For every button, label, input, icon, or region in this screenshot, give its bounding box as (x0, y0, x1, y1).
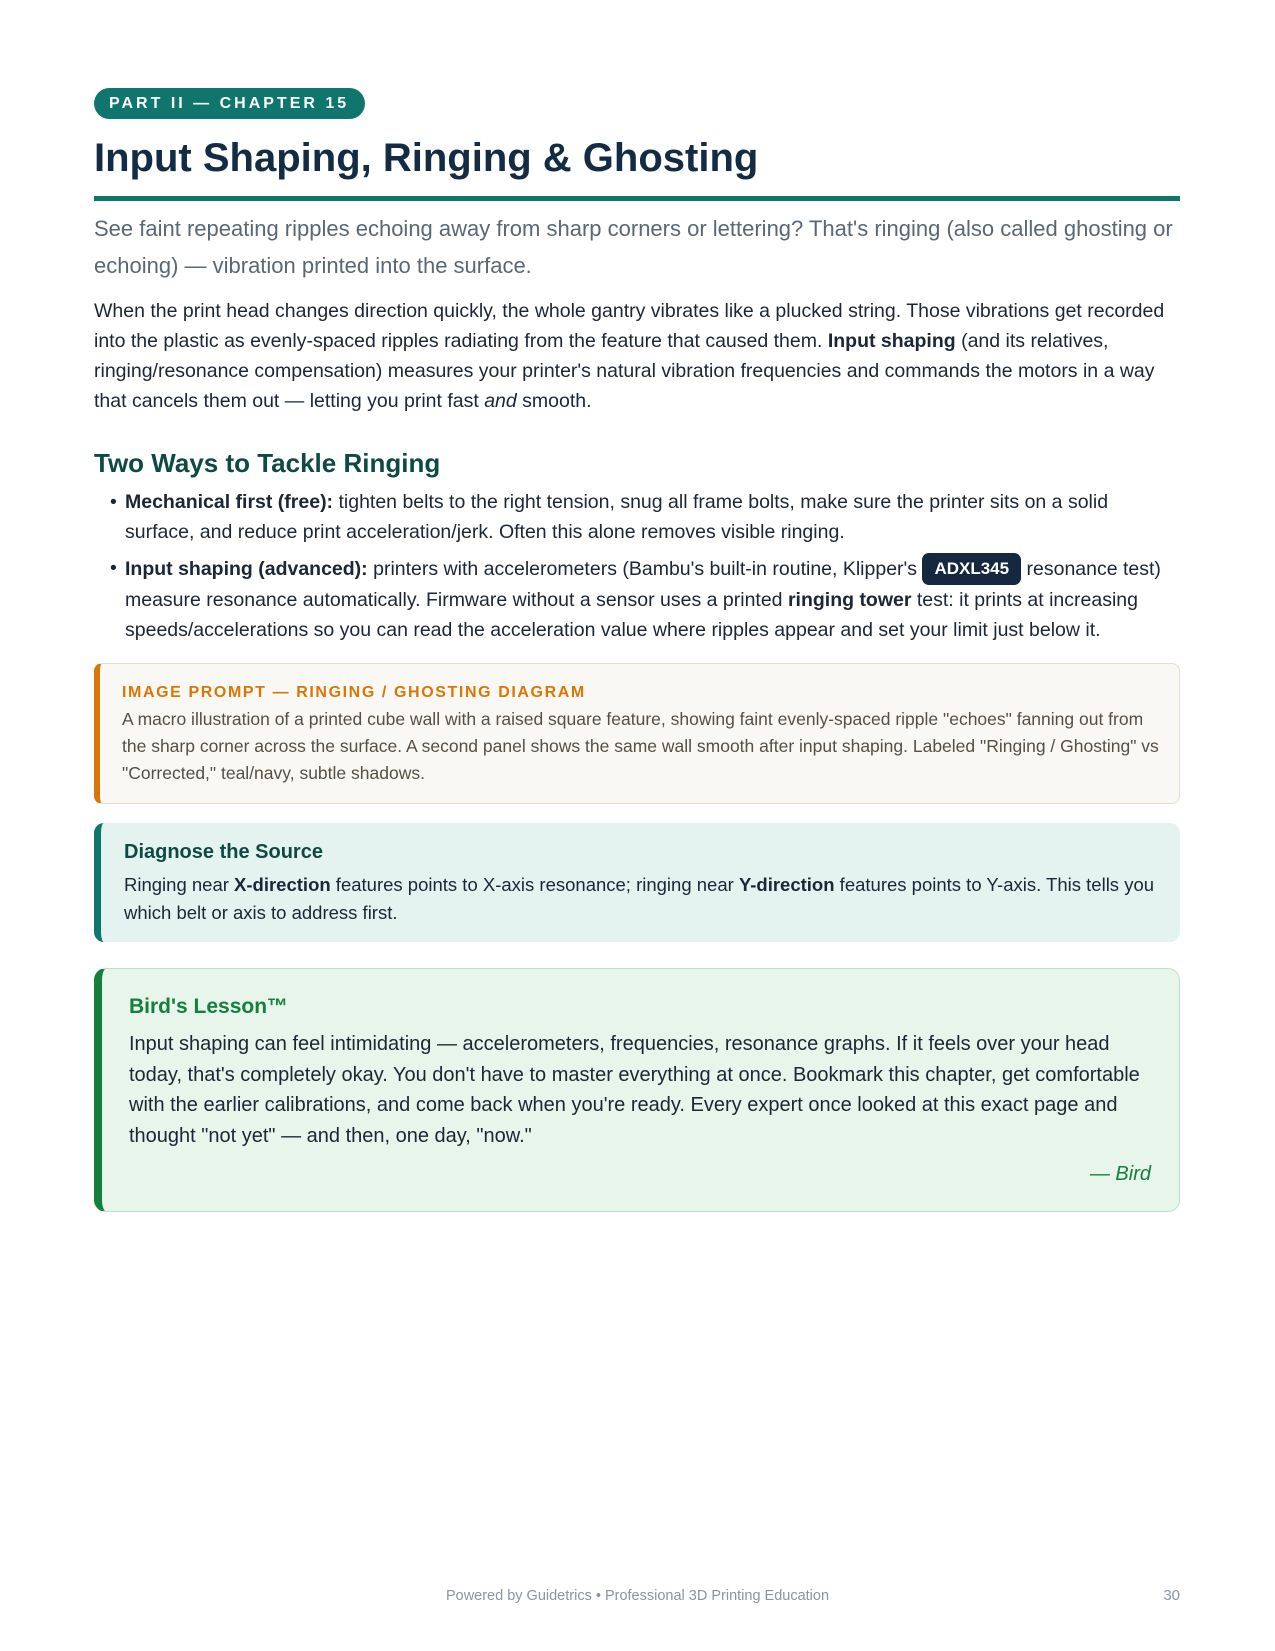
diagnose-text-2: features points to X-axis resonance; ringing near (330, 874, 739, 895)
intro-bold-term: Input shaping (827, 330, 956, 352)
chapter-badge: PART II — CHAPTER 15 (94, 88, 365, 119)
intro-italic-word: and (484, 390, 517, 412)
list-item-text: tighten belts to the right tension, snug all frame bolts, make sure the printer sits on a solid surface, and reduce print acceleration/jerk. Often this alone removes visible ringing. (125, 491, 1109, 543)
page-footer: Powered by Guidetrics • Professional 3D Printing Education (445, 1588, 830, 1604)
lesson-callout (94, 968, 1180, 1212)
page-content (94, 88, 1180, 1212)
bullet-icon: • (110, 557, 117, 579)
list-item (110, 553, 1180, 645)
intro-text-3: smooth. (516, 390, 592, 412)
lesson-signature: — Bird (1089, 1163, 1151, 1185)
image-prompt-callout (94, 663, 1180, 804)
list-item-text: resonance test) measure resonance automatically. Firmware without a sensor uses a printed (125, 558, 1161, 611)
list-item-bold-term: ringing tower (787, 589, 912, 611)
diagnose-bold-x: X-direction (234, 874, 331, 895)
list-item-bold: Input shaping (advanced): (125, 558, 368, 580)
lead-paragraph: See faint repeating ripples echoing away from sharp corners or lettering? That's ringing (also called ghosting or echoing) — vibration printed into the surface. (94, 216, 1173, 278)
intro-paragraph (94, 296, 1180, 416)
list-item (110, 487, 1180, 547)
page-number: 30 (1163, 1587, 1180, 1604)
section-heading: Two Ways to Tackle Ringing (94, 448, 441, 478)
diagnose-text-1: Ringing near (124, 874, 235, 895)
list-item-text: test: it prints at increasing speeds/accelerations so you can read the acceleration value where ripples appear and set your limit just below it. (125, 589, 1138, 641)
diagnose-callout (94, 823, 1180, 942)
lesson-title: Bird's Lesson™ (129, 995, 289, 1018)
list-item-text: printers with accelerometers (Bambu's built-in routine, Klipper's (367, 558, 923, 580)
bullet-icon: • (110, 491, 117, 513)
title-divider (94, 196, 1180, 201)
intro-text-1: When the print head changes direction quickly, the whole gantry vibrates like a plucked string. Those vibrations get recorded into the plastic as evenly-spaced ripples radiating from the feature that caused them. (94, 300, 1165, 352)
intro-text-2: (and its relatives, ringing/resonance compensation) measures your printer's natural vibration frequencies and commands the motors in a way that cancels them out — letting you print fast (94, 330, 1155, 412)
code-chip: ADXL345 (922, 553, 1021, 585)
diagnose-title: Diagnose the Source (124, 841, 323, 863)
image-prompt-title: IMAGE PROMPT — RINGING / GHOSTING DIAGRAM (122, 684, 586, 701)
ways-list (94, 487, 1180, 645)
list-item-bold: Mechanical first (free): (125, 491, 334, 513)
diagnose-bold-y: Y-direction (738, 874, 835, 895)
diagnose-text (124, 871, 1160, 927)
image-prompt-text: A macro illustration of a printed cube wall with a raised square feature, showing faint evenly-spaced ripple "echoes" fanning out from the sharp corner across the surface. A second panel shows the same wall smooth after input shaping. Labeled "Ringing / Ghosting" vs "Corrected," teal/navy, subtle shadows. (122, 709, 1159, 783)
page-title: Input Shaping, Ringing & Ghosting (94, 136, 759, 180)
diagnose-text-3: features points to Y-axis. This tells you which belt or axis to address first. (124, 874, 1155, 923)
lesson-text: Input shaping can feel intimidating — accelerometers, frequencies, resonance graphs. If it feels over your head today, that's completely okay. You don't have to master everything at once. Bookmark this chapter, get comfortable with the earlier calibrations, and come back when you're ready. Every expert once looked at this exact page and thought "not yet" — and then, one day, "now." (129, 1033, 1140, 1147)
